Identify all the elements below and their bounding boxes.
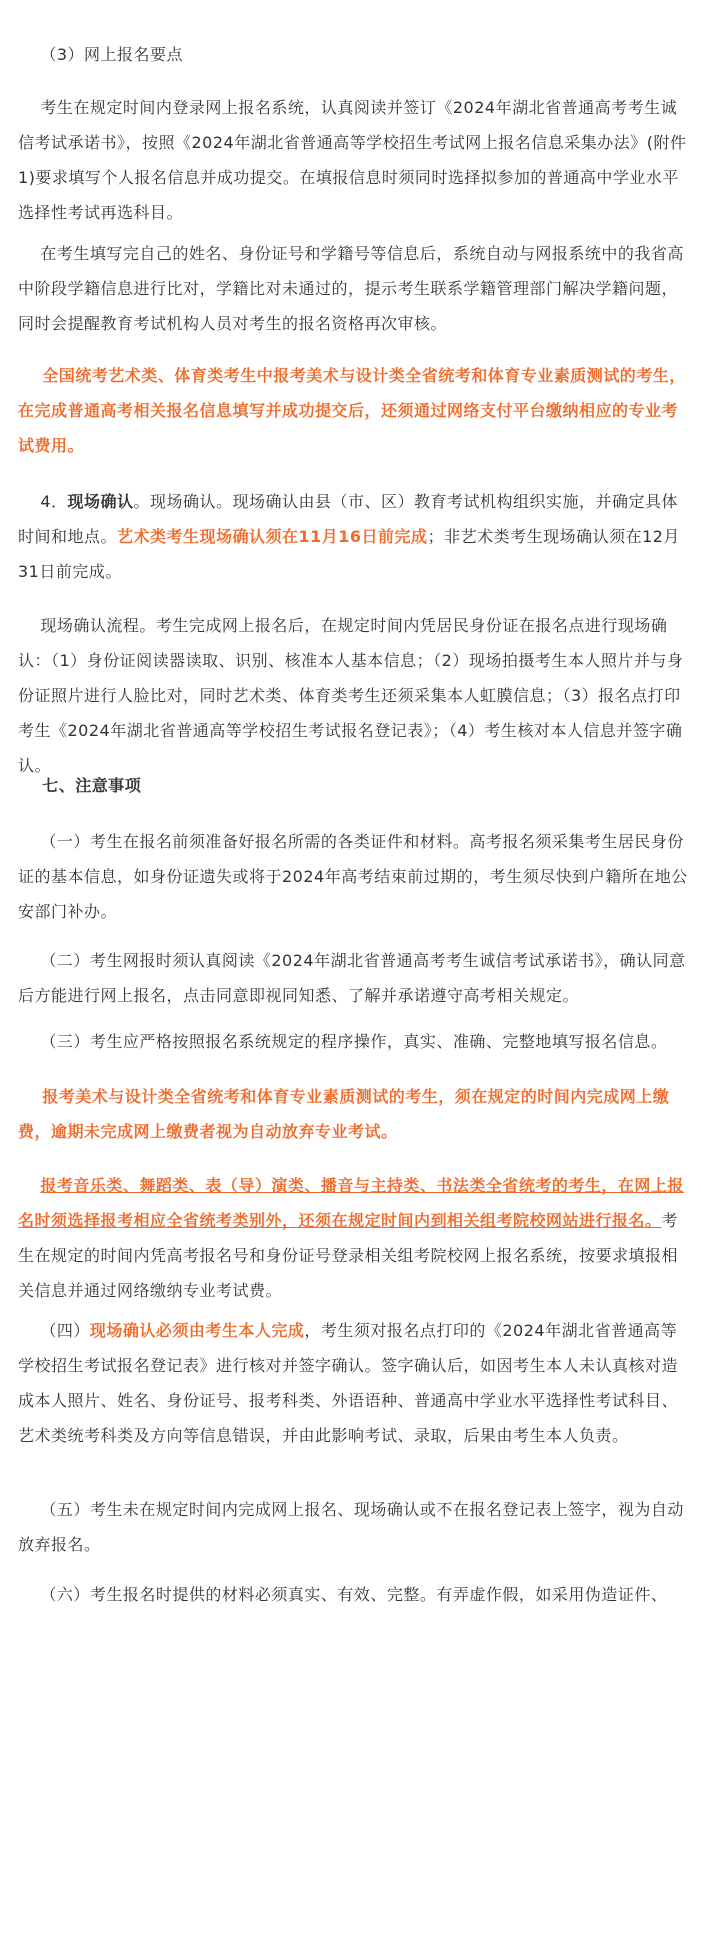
paragraph-text: （二）考生网报时须认真阅读《2024年湖北省普通高考考生诚信考试承诺书》，确认同意后方能进行网上报名，点击同意即视同知悉、了解并承诺遵守高考相关规定。 (18, 951, 686, 1005)
highlight-text: 报考美术与设计类全省统考和体育专业素质测试的考生，须在规定的时间内完成网上缴费，逾期未完成网上缴费者视为自动放弃专业考试。 (18, 1087, 670, 1141)
paragraph-text: （一）考生在报名前须准备好报名所需的各类证件和材料。高考报名须采集考生居民身份证的基本信息，如身份证遗失或将于2024年高考结束前过期的，考生须尽快到户籍所在地公安部门补办。 (18, 832, 688, 921)
paragraph-text: （五）考生未在规定时间内完成网上报名、现场确认或不在报名登记表上签字，视为自动放弃报名。 (18, 1500, 684, 1554)
paragraph-text: （六）考生报名时提供的材料必须真实、有效、完整。有弄虚作假，如采用伪造证件、 (40, 1585, 668, 1604)
paragraph-text: （三）考生应严格按照报名系统规定的程序操作，真实、准确、完整地填写报名信息。 (40, 1032, 668, 1051)
paragraph-text: 4． (40, 492, 68, 511)
paragraph-text: ；非艺术类考生现场确认须在12月31日前完成。 (18, 527, 680, 581)
note-item-6 (18, 1542, 690, 1647)
paragraph-text: 现场确认流程。考生完成网上报名后，在规定时间内凭居民身份证在报名点进行现场确认：（1）身份证阅读器读取、识别、核准本人基本信息；（2）现场拍摄考生本人照片并与身份证照片进行人脸比对，同时艺术类、体育类考生还须采集本人虹膜信息；（3）报名点打印考生《2024年湖北省普通高等学校招生考试报名登记表》；（4）考生核对本人信息并签字确认。 (18, 616, 684, 775)
paragraph-text: 。现场确认。现场确认由县（市、区）教育考试机构组织实施，并确定具体时间和地点。 (18, 492, 679, 546)
bold-term: 现场确认 (67, 492, 134, 511)
highlight-text: 现场确认必须由考生本人完成 (89, 1321, 305, 1340)
highlight-text: 全国统考艺术类、体育类考生中报考美术与设计类全省统考和体育专业素质测试的考生，在完成普通高考相关报名信息填写并成功提交后，还须通过网络支付平台缴纳相应的专业考试费用。 (18, 366, 686, 455)
highlight-text: 艺术类考生现场确认须在11月16日前完成 (117, 527, 428, 546)
paragraph-text: ，考生须对报名点打印的《2024年湖北省普通高等学校招生考试报名登记表》进行核对并签字确认。签字确认后，如因考生本人未认真核对造成本人照片、姓名、身份证号、报考科类、外语语种、普通高中学业水平选择性考试科目、艺术类统考科类及方向等信息错误，并由此影响考试、录取，后果由考生本人负责。 (18, 1321, 679, 1445)
paragraph-text: 在考生填写完自己的姓名、身份证号和学籍号等信息后，系统自动与网报系统中的我省高中阶段学籍信息进行比对，学籍比对未通过的，提示考生联系学籍管理部门解决学籍问题，同时会提醒教育考试机构人员对考生的报名资格再次审核。 (18, 244, 684, 333)
paragraph-text: （四） (40, 1321, 90, 1340)
highlight-underlined-text: 报考音乐类、舞蹈类、表（导）演类、播音与主持类、书法类全省统考的考生，在网上报名时须选择报考相应全省统考类别外，还须在规定时间内到相关组考院校网站进行报名。 (18, 1176, 684, 1230)
paragraph-text: 考生在规定的时间内凭高考报名号和身份证号登录相关组考院校网上报名系统，按要求填报相关信息并通过网络缴纳专业考试费。 (18, 1211, 679, 1300)
section-heading-text: （3）网上报名要点 (40, 45, 184, 64)
section-heading-text: 七、注意事项 (42, 776, 142, 795)
paragraph-text: 考生在规定时间内登录网上报名系统，认真阅读并签订《2024年湖北省普通高考考生诚信考试承诺书》，按照《2024年湖北省普通高等学校招生考试网上报名信息采集办法》(附件1)要求填写个人报名信息并成功提交。在填报信息时须同时选择拟参加的普通高中学业水平选择性考试再选科目。 (18, 98, 687, 222)
